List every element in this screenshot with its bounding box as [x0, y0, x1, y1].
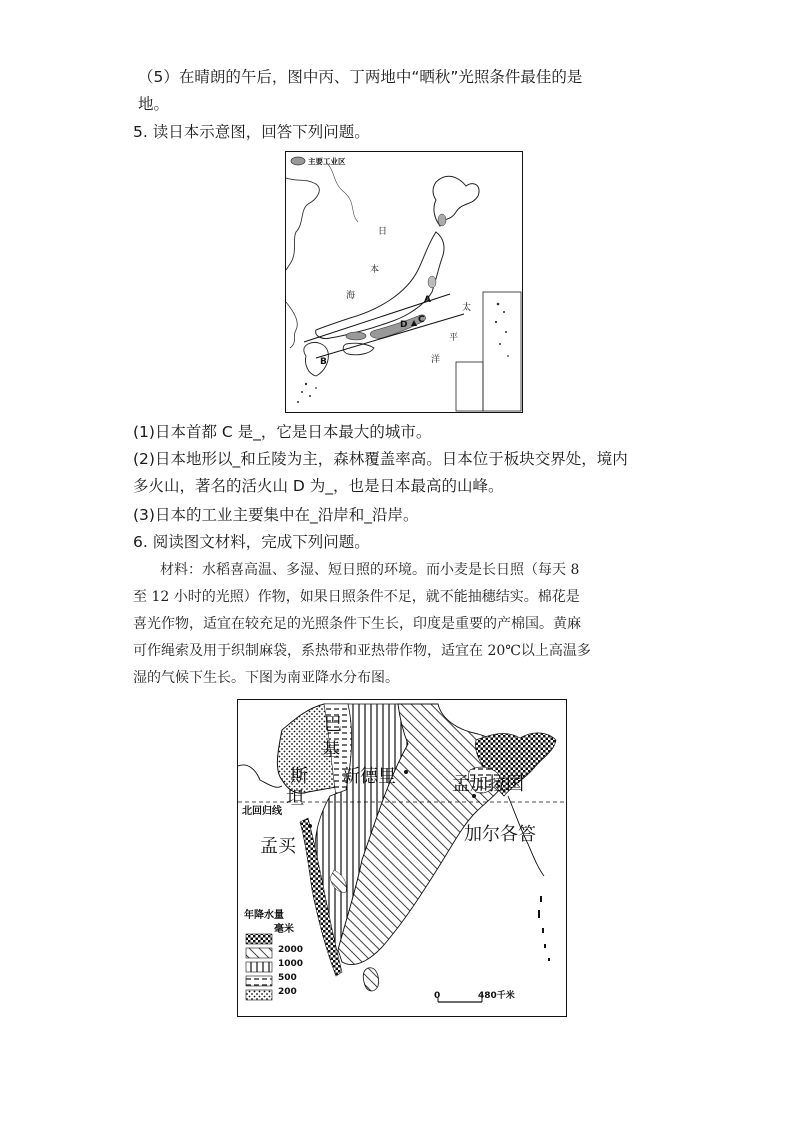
ocean-label-tai: 太 — [462, 303, 472, 313]
material-line-4: 可作绳索及用于织制麻袋，系热带和亚热带作物，适宜在 20℃以上高温多 — [133, 643, 591, 659]
mumbai-dot — [308, 824, 312, 828]
honshu — [316, 232, 444, 339]
point-b-label: B — [320, 357, 327, 367]
sea-label-hai: 海 — [346, 291, 356, 301]
tropic-label: 北回归线 — [242, 806, 282, 817]
legend-swatch — [291, 157, 305, 165]
new-delhi-label: 新德里 — [342, 766, 396, 787]
ocean-label-yang: 洋 — [431, 355, 441, 365]
south-asia-map — [238, 700, 566, 1016]
material-line-3: 喜光作物，适宜在较充足的光照条件下生长，印度是重要的产棉国。黄麻 — [133, 616, 581, 632]
kolkata-label: 加尔各答 — [464, 824, 536, 845]
legend-unit: 毫米 — [274, 924, 294, 935]
western-coast — [238, 765, 282, 787]
q5-line-2: 地。 — [138, 95, 170, 113]
inset-frame — [483, 292, 521, 411]
korea-coast — [286, 302, 297, 348]
scale-km: 480千米 — [478, 991, 515, 1001]
legend-swatch-1000 — [246, 948, 272, 958]
inset-frame-lower — [456, 362, 483, 411]
legend-value-2000: 2000 — [278, 945, 304, 955]
sakhalin-coast — [326, 162, 358, 222]
industry-north — [428, 276, 436, 288]
legend-swatch-2000 — [246, 934, 272, 944]
pakistan-char-3: 斯 — [290, 766, 308, 787]
industry-hokkaido — [438, 214, 446, 226]
legend-value-1000: 1000 — [278, 959, 304, 969]
industry-kansai — [346, 332, 366, 340]
point-d-label: D — [400, 320, 408, 330]
material-line-1: 材料：水稻喜高温、多湿、短日照的环境。而小麦是长日照（每天 8 — [160, 562, 580, 578]
pakistan-char-2: 基 — [322, 740, 340, 761]
mainland-coast — [286, 178, 319, 270]
pakistan-char-4: 坦 — [286, 788, 304, 809]
question-5-heading: 5. 读日本示意图，回答下列问题。 — [133, 123, 370, 141]
legend-swatch-dry — [246, 990, 272, 1000]
japan-map — [286, 152, 522, 412]
legend-swatch-200 — [246, 976, 272, 986]
material-line-5: 湿的气候下生长。下图为南亚降水分布图。 — [133, 670, 399, 686]
sea-label-ri: 日 — [378, 227, 388, 237]
mumbai-label: 孟买 — [260, 836, 296, 857]
question-6-heading: 6. 阅读图文材料，完成下列问题。 — [133, 533, 370, 551]
south-asia-map-figure — [237, 699, 567, 1017]
bangladesh-label: 孟加拉国 — [452, 774, 524, 795]
japan-question-2b: 多火山，著名的活火山 D 为_，也是日本最高的山峰。 — [133, 477, 504, 495]
q5-line-1: （5）在晴朗的午后，图中丙、丁两地中“晒秋”光照条件最佳的是 — [138, 68, 583, 86]
legend-swatch-500 — [246, 962, 272, 972]
material-line-2: 至 12 小时的光照）作物，如果日照条件不足，就不能抽穗结实。棉花是 — [133, 589, 580, 605]
japan-question-2a: (2)日本地形以_和丘陵为主，森林覆盖率高。日本位于板块交界处，境内 — [133, 450, 628, 468]
legend-value-200: 200 — [278, 987, 297, 997]
japan-question-3: (3)日本的工业主要集中在_沿岸和_沿岸。 — [133, 506, 419, 524]
new-delhi-dot — [404, 770, 408, 774]
point-a-label: A — [424, 295, 431, 305]
sri-lanka — [363, 968, 378, 991]
point-c-label: C — [418, 315, 425, 325]
legend-value-500: 500 — [278, 973, 297, 983]
legend-title: 年降水量 — [244, 910, 284, 921]
pakistan-char-1: 巴 — [324, 714, 342, 735]
japan-map-figure — [285, 151, 523, 413]
scale-zero: 0 — [434, 991, 441, 1001]
ocean-label-ping: 平 — [449, 333, 459, 343]
inset-islands — [495, 303, 509, 357]
andaman-islands — [538, 896, 550, 961]
southern-islands — [297, 383, 317, 403]
japan-question-1: (1)日本首都 C 是_，它是日本最大的城市。 — [133, 423, 432, 441]
legend-label: 主要工业区 — [308, 157, 346, 166]
sea-label-ben: 本 — [370, 265, 380, 275]
